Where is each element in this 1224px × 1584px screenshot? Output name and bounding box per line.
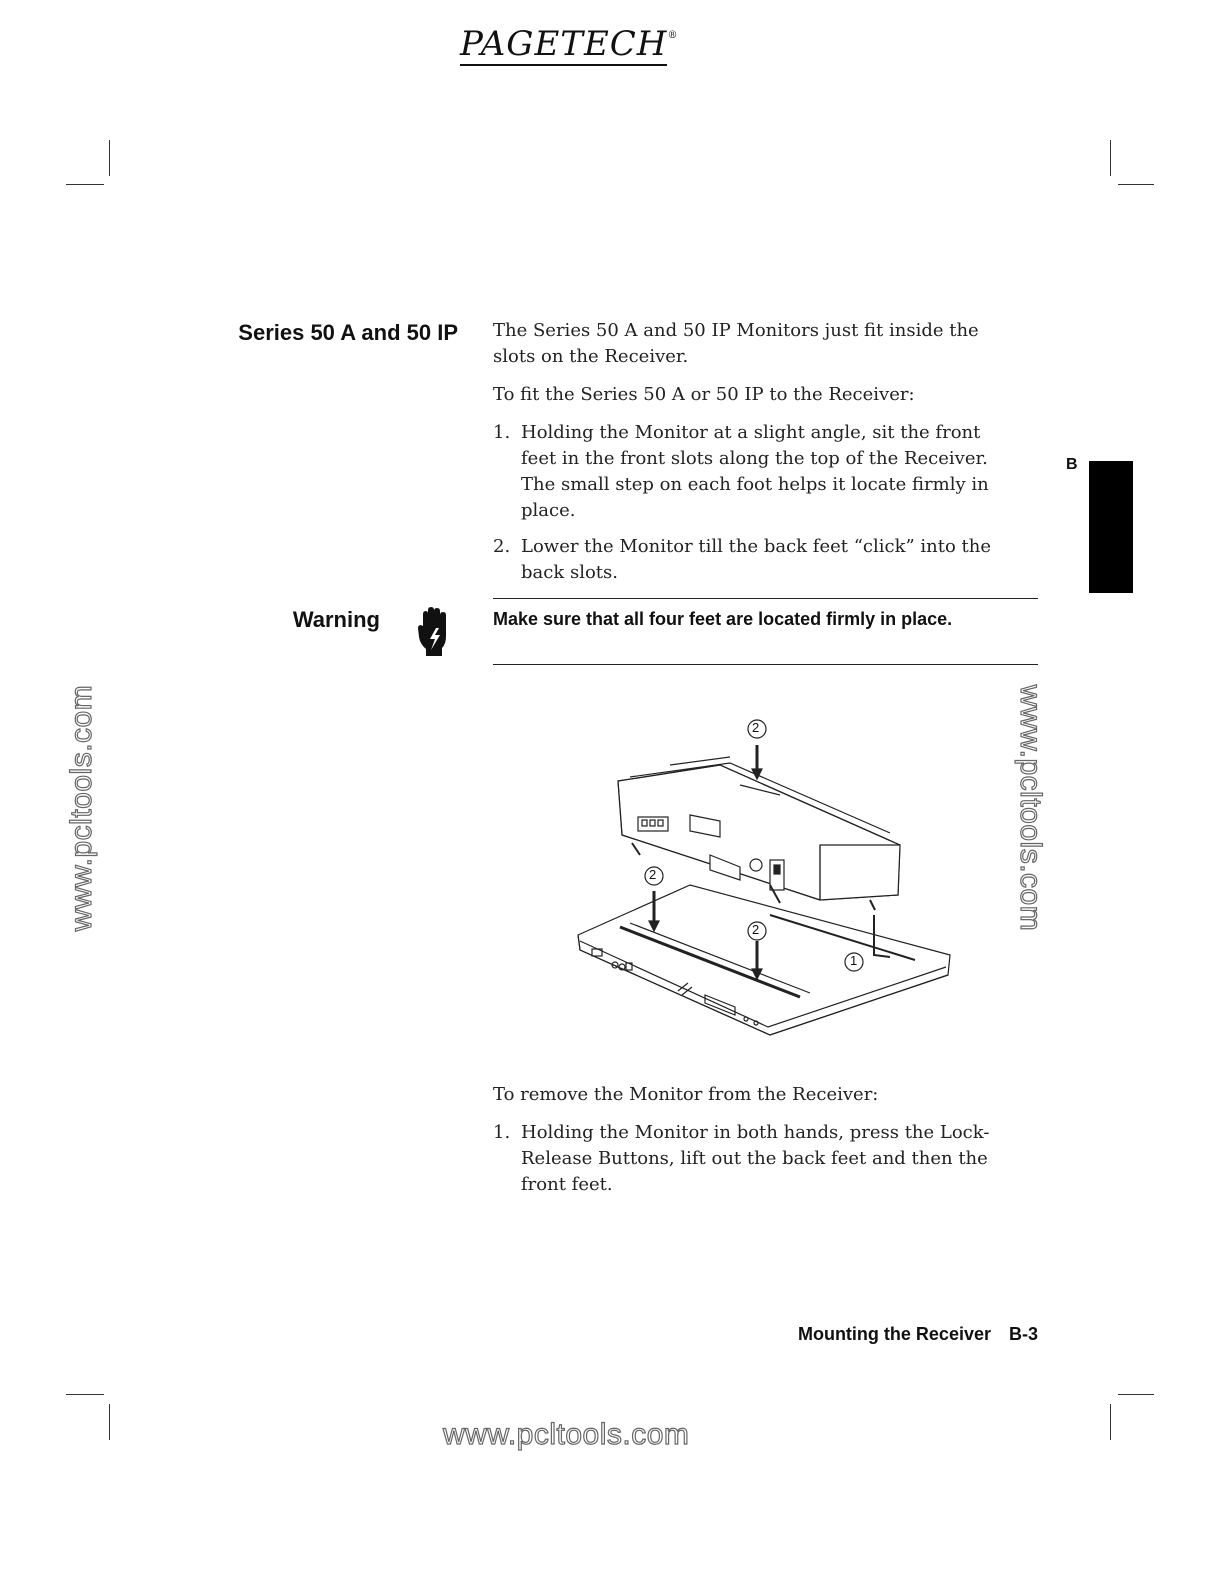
pagetech-logo bbox=[460, 24, 678, 68]
watermark-left: www.pcltools.com bbox=[65, 684, 98, 932]
registered-mark: ® bbox=[667, 30, 679, 41]
step-number: 2. bbox=[493, 536, 511, 557]
warning-hand-icon bbox=[417, 606, 453, 658]
warning-bottom-rule bbox=[493, 664, 1038, 665]
footer-title: Mounting the Receiver bbox=[797, 1324, 991, 1344]
page-number: B-3 bbox=[1008, 1324, 1038, 1344]
warning-top-rule bbox=[493, 598, 1038, 599]
crop-mark-tr-h bbox=[1118, 184, 1154, 185]
fit-lead-paragraph: To fit the Series 50 A or 50 IP to the Receiver: bbox=[493, 384, 915, 405]
page-footer bbox=[700, 1324, 1038, 1345]
crop-mark-bl-v bbox=[109, 1404, 110, 1440]
step-number: 1. bbox=[493, 1122, 511, 1143]
watermark-bottom: www.pcltools.com bbox=[443, 1418, 690, 1451]
crop-mark-tl-h bbox=[66, 184, 104, 185]
step-text: Holding the Monitor at a slight angle, sit the front feet in the front slots along the top of the Receiver. The small step on each foot helps it locate firmly in place. bbox=[521, 422, 989, 521]
callout-2-top: 2 bbox=[752, 720, 760, 735]
warning-label: Warning bbox=[292, 607, 380, 632]
intro-paragraph: The Series 50 A and 50 IP Monitors just fit inside the slots on the Receiver. bbox=[493, 320, 979, 367]
callout-2-center: 2 bbox=[752, 922, 760, 937]
section-heading: Series 50 A and 50 IP bbox=[238, 320, 458, 345]
crop-mark-bl-h bbox=[66, 1394, 104, 1395]
logo-text: PAGETECH bbox=[460, 24, 668, 64]
crop-mark-br-v bbox=[1110, 1404, 1111, 1440]
crop-mark-tr-v bbox=[1110, 140, 1111, 176]
callout-2-left: 2 bbox=[649, 867, 657, 882]
step-text: Holding the Monitor in both hands, press the Lock-Release Buttons, lift out the back feet and then the front feet. bbox=[521, 1122, 990, 1195]
watermark-right: www.pcltools.com bbox=[1014, 684, 1047, 932]
chapter-tab-letter: B bbox=[1066, 456, 1078, 473]
monitor-receiver-illustration bbox=[570, 705, 960, 1045]
crop-mark-br-h bbox=[1118, 1394, 1154, 1395]
callout-1-right: 1 bbox=[850, 953, 858, 968]
chapter-tab-block bbox=[1089, 461, 1133, 593]
step-text: Lower the Monitor till the back feet “click” into the back slots. bbox=[521, 536, 992, 583]
warning-text: Make sure that all four feet are located firmly in place. bbox=[493, 609, 953, 629]
step-number: 1. bbox=[493, 422, 511, 443]
crop-mark-tl-v bbox=[109, 140, 110, 176]
remove-lead-paragraph: To remove the Monitor from the Receiver: bbox=[493, 1084, 879, 1105]
